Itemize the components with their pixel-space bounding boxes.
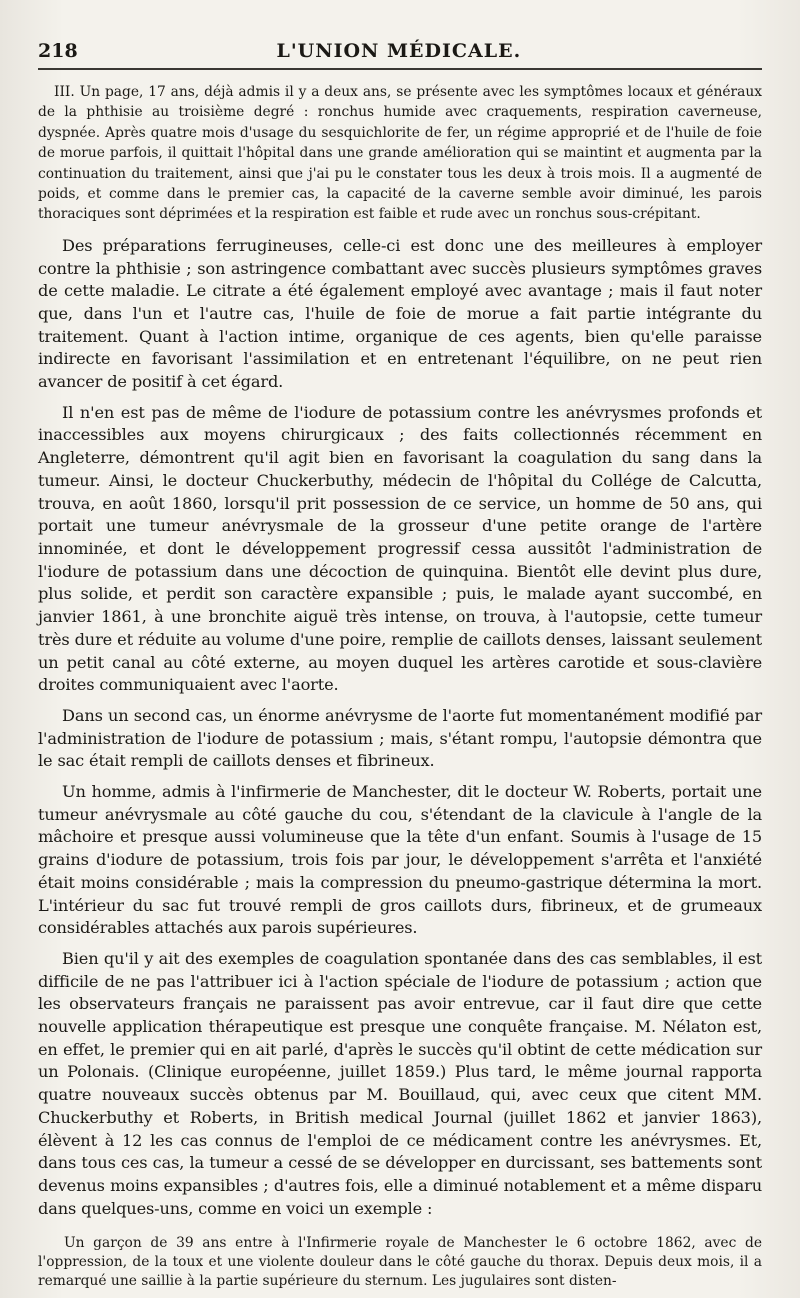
running-title: L'UNION MÉDICALE. [276,40,522,62]
case-report-paragraph: Un garçon de 39 ans entre à l'Infirmerie royale de Manchester le 6 octobre 1862, avec de l'oppression, de la toux et une violente douleur dans le côté gauche du thorax. Depuis deux mois, il a remarqué une saillie à la partie supérieure du sternum. Les jugulaires sont disten- [38,1235,762,1290]
page-number: 218 [38,40,78,62]
paragraph-potassium-iodide: Il n'en est pas de même de l'iodure de potassium contre les anévrysmes profonds et inaccessibles aux moyens chirurgicaux ; des faits collectionnés récemment en Angleterre, démontrent qu'il agit bien en favorisant la coagulation du sang dans la tumeur. Ainsi, le docteur Chuckerbuthy, médecin de l'hôpital du Collége de Calcutta, trouva, en août 1860, lorsqu'il prit possession de ce service, un homme de 50 ans, qui portait une tumeur anévrysmale de la grosseur d'une petite orange de l'artère innominée, et dont le développement progressif cessa aussitôt l'administration de l'iodure de potassium dans une décoction de quinquina. Bientôt elle devint plus dure, plus solide, et perdit son caractère expansible ; puis, le malade ayant succombé, en janvier 1861, à une bronchite aiguë très intense, on trouva, à l'autopsie, cette tumeur très dure et réduite au volume d'une poire, remplie de caillots denses, laissant seulement un petit canal au côté externe, au moyen duquel les artères carotide et sous-clavière droites communiquaient avec l'aorte. [38,402,762,695]
paragraph-second-case: Dans un second cas, un énorme anévrysme de l'aorte fut momentanément modifié par l'administration de l'iodure de potassium ; mais, s'étant rompu, l'autopsie démontra que le sac était rempli de caillots denses et fibrineux. [38,705,762,771]
case-three-paragraph: III. Un page, 17 ans, déjà admis il y a deux ans, se présente avec les symptômes locaux et généraux de la phthisie au troisième degré : ronchus humide avec craquements, respiration caverneuse, dyspnée. Après quatre mois d'usage du sesquichlorite de fer, un régime approprié et de l'huile de foie de morue parfois, il quittait l'hôpital dans une grande amélioration qui se maintint et augmenta par la continuation du traitement, ainsi que j'ai pu le constater tous les deux à trois mois. Il a augmenté de poids, et comme dans le premier cas, la capacité de la caverne semble avoir diminué, les parois thoraciques sont déprimées et la respiration est faible et rude avec un ronchus sous-crépitant. [38,84,762,223]
paragraph-coagulation: Bien qu'il y ait des exemples de coagulation spontanée dans des cas semblables, il est difficile de ne pas l'attribuer ici à l'action spéciale de l'iodure de potassium ; action que les observateurs français ne paraissent pas avoir entrevue, car il faut dire que cette nouvelle application thérapeutique est presque une conquête française. M. Nélaton est, en effet, le premier qui en ait parlé, d'après le succès qu'il obtint de cette médication sur un Polonais. (Clinique européenne, juillet 1859.) Plus tard, le même journal rapporta quatre nouveaux succès obtenus par M. Bouillaud, qui, avec ceux que citent MM. Chuckerbuthy et Roberts, in British medical Journal (juillet 1862 et janvier 1863), élèvent à 12 les cas connus de l'emploi de ce médicament contre les anévrysmes. Et, dans tous ces cas, la tumeur a cessé de se développer en durcissant, ses battements sont devenus moins expansibles ; d'autres fois, elle a diminué notablement et a même disparu dans quelques-uns, comme en voici un exemple : [38,948,762,1218]
paragraph-iron-preparations: Des préparations ferrugineuses, celle-ci est donc une des meilleures à employer contre la phthisie ; son astringence combattant avec succès plusieurs symptômes graves de cette maladie. Le citrate a été également employé avec avantage ; mais il faut noter que, dans l'un et l'autre cas, l'huile de foie de morue a fait partie intégrante du traitement. Quant à l'action intime, organique de ces agents, bien qu'elle paraisse indirecte en favorisant l'assimilation et en entretenant l'équilibre, on ne peut rien avancer de positif à cet égard. [38,235,762,392]
running-header [38,40,762,70]
paragraph-manchester-case: Un homme, admis à l'infirmerie de Manchester, dit le docteur W. Roberts, portait une tumeur anévrysmale au côté gauche du cou, s'étendant de la clavicule à l'angle de la mâchoire et presque aussi volumineuse que la tête d'un enfant. Soumis à l'usage de 15 grains d'iodure de potassium, trois fois par jour, le développement s'arrêta et l'anxiété était moins considérable ; mais la compression du pneumo-gastrique détermina la mort. L'intérieur du sac fut trouvé rempli de gros caillots durs, fibrineux, et de grumeaux considérables attachés aux parois supérieures. [38,782,762,938]
